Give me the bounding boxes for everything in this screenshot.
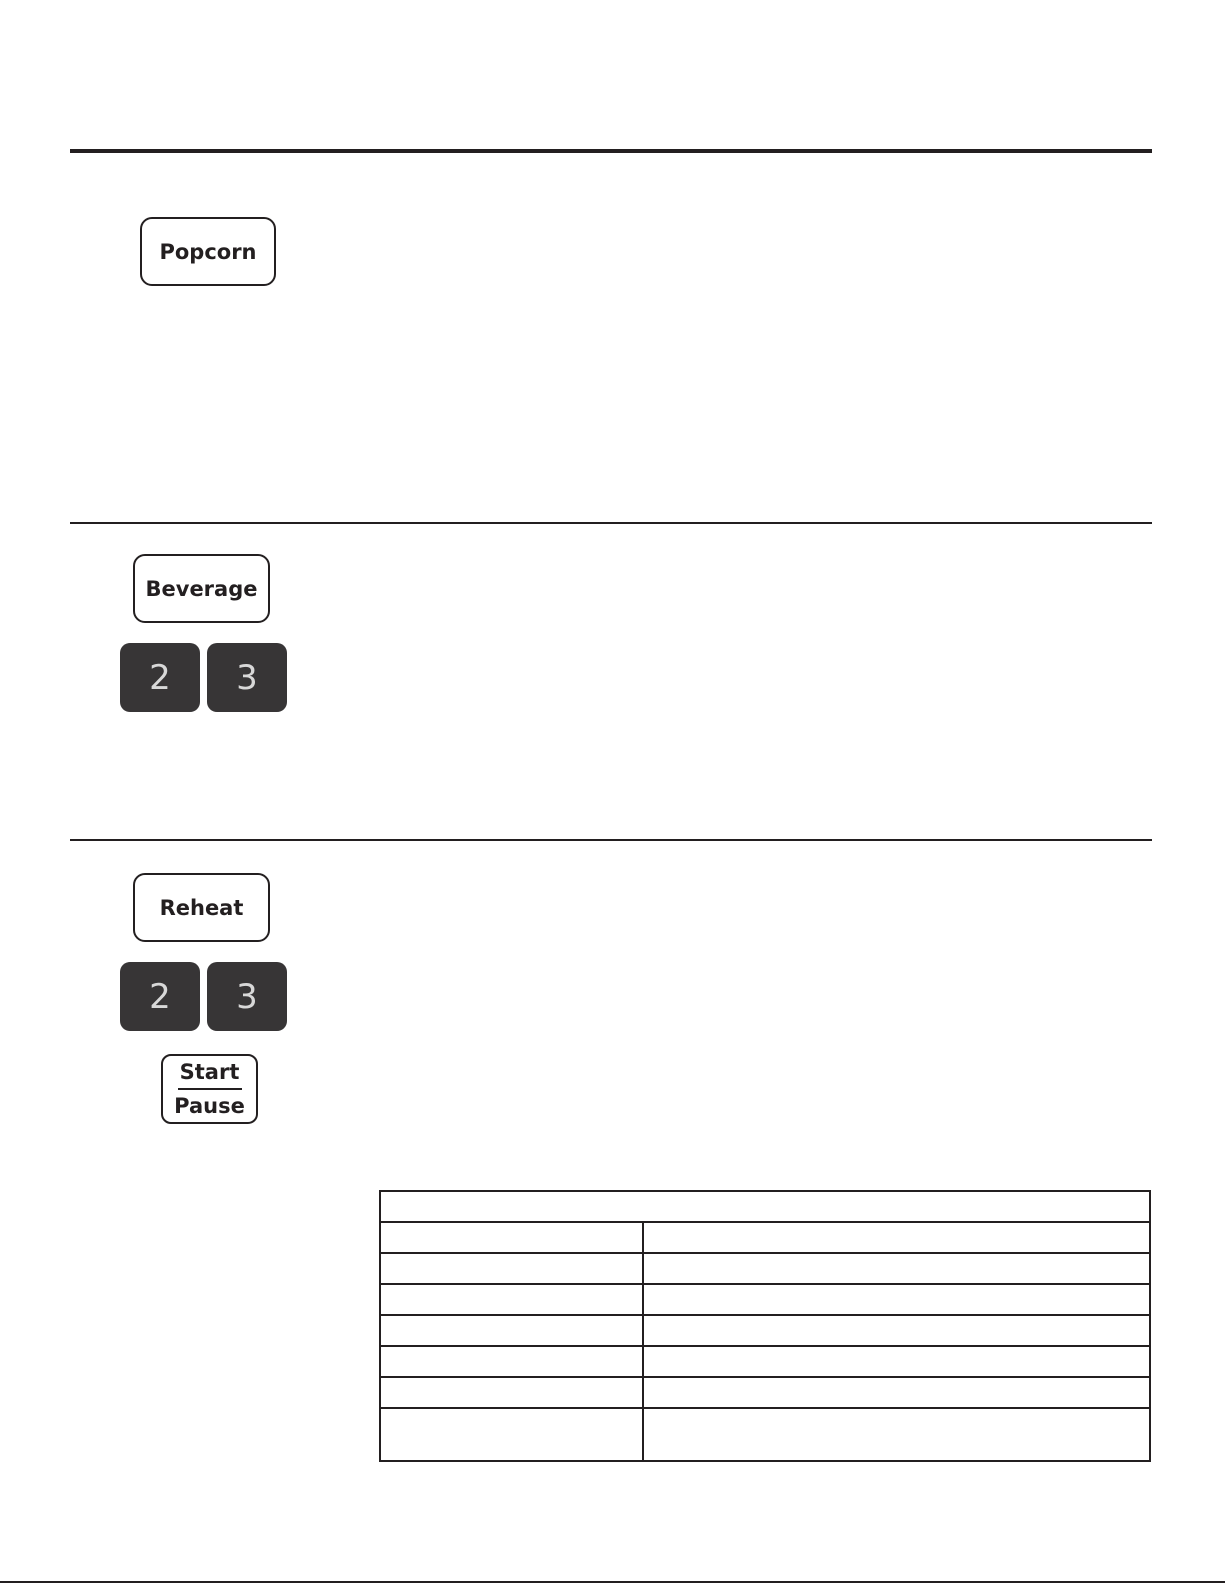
pause-label: Pause — [174, 1094, 245, 1118]
table-cell — [643, 1253, 1150, 1284]
table-row — [380, 1408, 1150, 1461]
start-label: Start — [179, 1060, 240, 1084]
table-cell — [380, 1408, 643, 1461]
popcorn-button[interactable]: Popcorn — [140, 217, 276, 286]
table-cell — [643, 1377, 1150, 1408]
table-row — [380, 1253, 1150, 1284]
number-key-2[interactable]: 2 — [120, 643, 200, 712]
table-row — [380, 1377, 1150, 1408]
start-pause-separator — [178, 1088, 242, 1090]
table-cell — [380, 1315, 643, 1346]
section-divider-1 — [70, 522, 1152, 524]
bottom-divider — [0, 1581, 1225, 1583]
table-cell — [643, 1284, 1150, 1315]
reheat-button[interactable]: Reheat — [133, 873, 270, 942]
top-divider — [70, 149, 1152, 153]
table-cell — [380, 1222, 643, 1253]
number-key-2[interactable]: 2 — [120, 962, 200, 1031]
table-cell — [380, 1377, 643, 1408]
table-header-cell — [380, 1191, 1150, 1222]
table-cell — [380, 1284, 643, 1315]
table-row — [380, 1315, 1150, 1346]
reheat-reference-table — [379, 1190, 1151, 1462]
table-cell — [643, 1222, 1150, 1253]
beverage-button[interactable]: Beverage — [133, 554, 270, 623]
table-cell — [643, 1408, 1150, 1461]
table-cell — [380, 1253, 643, 1284]
table-header-row — [380, 1191, 1150, 1222]
table-cell — [643, 1315, 1150, 1346]
number-key-3[interactable]: 3 — [207, 962, 287, 1031]
table-row — [380, 1222, 1150, 1253]
table-row — [380, 1284, 1150, 1315]
table-cell — [643, 1346, 1150, 1377]
number-key-3[interactable]: 3 — [207, 643, 287, 712]
start-pause-button[interactable] — [161, 1054, 258, 1124]
table-row — [380, 1346, 1150, 1377]
section-divider-2 — [70, 839, 1152, 841]
table-cell — [380, 1346, 643, 1377]
